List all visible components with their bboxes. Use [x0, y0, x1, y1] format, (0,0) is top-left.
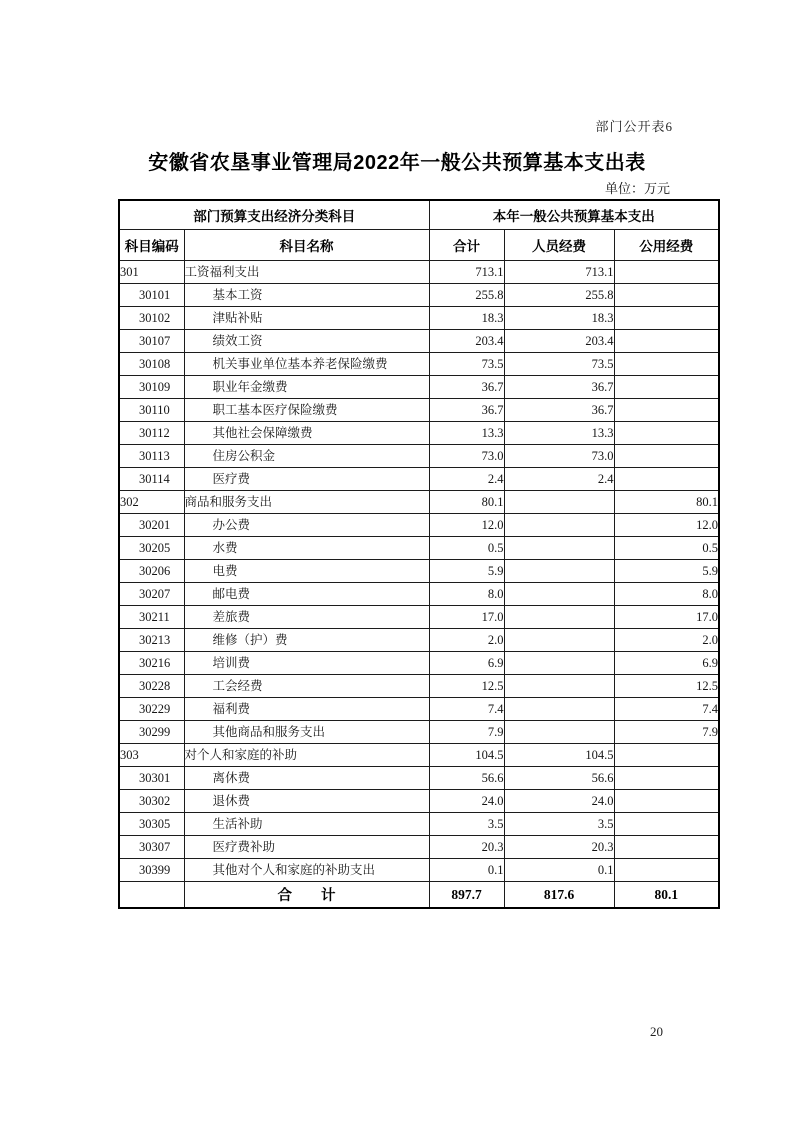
total-row-personnel: 817.6: [504, 882, 614, 909]
row-subject-name: 工会经费: [184, 675, 429, 698]
table-row: [119, 330, 719, 353]
row-personnel: 20.3: [504, 836, 614, 859]
row-subject-name: 福利费: [184, 698, 429, 721]
total-row-empty-code: [119, 882, 184, 909]
row-subject-code: 30299: [119, 721, 184, 744]
row-public: 7.9: [614, 721, 719, 744]
header-group-current-year-budget: 本年一般公共预算基本支出: [429, 200, 719, 230]
budget-table: [118, 199, 720, 909]
row-total: 203.4: [429, 330, 504, 353]
row-subject-code: 30229: [119, 698, 184, 721]
row-total: 20.3: [429, 836, 504, 859]
row-subject-code: 30213: [119, 629, 184, 652]
row-subject-name: 电费: [184, 560, 429, 583]
row-total: 73.0: [429, 445, 504, 468]
col-header-subject-name: 科目名称: [184, 230, 429, 261]
row-subject-code: 301: [119, 261, 184, 284]
table-row: [119, 261, 719, 284]
row-total: 17.0: [429, 606, 504, 629]
table-row: [119, 652, 719, 675]
row-personnel: [504, 606, 614, 629]
row-subject-code: 30399: [119, 859, 184, 882]
table-row: [119, 468, 719, 491]
table-row: [119, 583, 719, 606]
row-public: [614, 445, 719, 468]
col-header-personnel-exp: 人员经费: [504, 230, 614, 261]
total-row: [119, 882, 719, 909]
row-subject-code: 30102: [119, 307, 184, 330]
row-public: 8.0: [614, 583, 719, 606]
table-row: [119, 491, 719, 514]
row-subject-code: 30110: [119, 399, 184, 422]
row-personnel: 13.3: [504, 422, 614, 445]
row-total: 12.0: [429, 514, 504, 537]
page-title: 安徽省农垦事业管理局2022年一般公共预算基本支出表: [148, 152, 646, 174]
table-row: [119, 836, 719, 859]
row-total: 0.5: [429, 537, 504, 560]
table-row: [119, 445, 719, 468]
row-personnel: [504, 698, 614, 721]
header-group-classification: 部门预算支出经济分类科目: [119, 200, 429, 230]
row-subject-name: 绩效工资: [184, 330, 429, 353]
row-public: [614, 330, 719, 353]
row-subject-code: 30201: [119, 514, 184, 537]
row-total: 36.7: [429, 376, 504, 399]
row-total: 104.5: [429, 744, 504, 767]
row-public: [614, 422, 719, 445]
table-row: [119, 606, 719, 629]
table-row: [119, 399, 719, 422]
page-number: 20: [650, 1024, 663, 1039]
row-subject-code: 30301: [119, 767, 184, 790]
table-row: [119, 767, 719, 790]
row-personnel: [504, 675, 614, 698]
row-personnel: [504, 629, 614, 652]
table-row: [119, 698, 719, 721]
table-row: [119, 859, 719, 882]
row-personnel: [504, 537, 614, 560]
table-row: [119, 376, 719, 399]
col-header-subject-code: 科目编码: [119, 230, 184, 261]
row-total: 8.0: [429, 583, 504, 606]
table-row: [119, 422, 719, 445]
table-row: [119, 629, 719, 652]
row-subject-name: 退休费: [184, 790, 429, 813]
row-subject-name: 职业年金缴费: [184, 376, 429, 399]
corner-table-label: 部门公开表6: [595, 119, 673, 134]
row-subject-code: 302: [119, 491, 184, 514]
row-public: 0.5: [614, 537, 719, 560]
row-subject-code: 30107: [119, 330, 184, 353]
row-public: [614, 399, 719, 422]
row-subject-name: 邮电费: [184, 583, 429, 606]
row-personnel: [504, 652, 614, 675]
row-public: 2.0: [614, 629, 719, 652]
row-subject-name: 津贴补贴: [184, 307, 429, 330]
row-subject-name: 培训费: [184, 652, 429, 675]
row-personnel: 73.0: [504, 445, 614, 468]
table-row: [119, 744, 719, 767]
row-personnel: 2.4: [504, 468, 614, 491]
row-total: 6.9: [429, 652, 504, 675]
row-subject-code: 303: [119, 744, 184, 767]
table-row: [119, 813, 719, 836]
row-total: 713.1: [429, 261, 504, 284]
row-total: 255.8: [429, 284, 504, 307]
row-subject-name: 水费: [184, 537, 429, 560]
unit-label: 单位：万元: [604, 181, 670, 196]
row-total: 12.5: [429, 675, 504, 698]
row-public: [614, 376, 719, 399]
row-personnel: 104.5: [504, 744, 614, 767]
row-subject-name: 职工基本医疗保险缴费: [184, 399, 429, 422]
row-public: [614, 307, 719, 330]
total-row-sum: 897.7: [429, 882, 504, 909]
row-subject-name: 基本工资: [184, 284, 429, 307]
row-public: 80.1: [614, 491, 719, 514]
row-personnel: 203.4: [504, 330, 614, 353]
row-total: 18.3: [429, 307, 504, 330]
row-public: 17.0: [614, 606, 719, 629]
row-personnel: [504, 560, 614, 583]
row-subject-name: 其他商品和服务支出: [184, 721, 429, 744]
row-public: [614, 284, 719, 307]
row-personnel: [504, 514, 614, 537]
row-total: 2.0: [429, 629, 504, 652]
row-subject-code: 30307: [119, 836, 184, 859]
row-total: 2.4: [429, 468, 504, 491]
row-total: 13.3: [429, 422, 504, 445]
col-header-total: 合计: [429, 230, 504, 261]
row-subject-name: 医疗费: [184, 468, 429, 491]
row-personnel: 713.1: [504, 261, 614, 284]
row-public: [614, 859, 719, 882]
row-total: 0.1: [429, 859, 504, 882]
row-personnel: [504, 721, 614, 744]
table-row: [119, 284, 719, 307]
row-personnel: 56.6: [504, 767, 614, 790]
row-total: 3.5: [429, 813, 504, 836]
row-total: 5.9: [429, 560, 504, 583]
row-public: [614, 353, 719, 376]
row-subject-name: 其他对个人和家庭的补助支出: [184, 859, 429, 882]
row-subject-code: 30108: [119, 353, 184, 376]
row-personnel: 73.5: [504, 353, 614, 376]
row-personnel: 36.7: [504, 376, 614, 399]
row-personnel: 3.5: [504, 813, 614, 836]
row-personnel: [504, 491, 614, 514]
row-public: [614, 836, 719, 859]
row-public: 7.4: [614, 698, 719, 721]
row-subject-name: 生活补助: [184, 813, 429, 836]
row-subject-name: 离休费: [184, 767, 429, 790]
total-row-label: 合 计: [184, 882, 429, 909]
table-row: [119, 675, 719, 698]
row-subject-code: 30302: [119, 790, 184, 813]
row-public: [614, 813, 719, 836]
row-subject-code: 30113: [119, 445, 184, 468]
table-row: [119, 537, 719, 560]
row-subject-name: 维修（护）费: [184, 629, 429, 652]
row-personnel: 0.1: [504, 859, 614, 882]
row-subject-name: 对个人和家庭的补助: [184, 744, 429, 767]
row-public: [614, 767, 719, 790]
table-row: [119, 514, 719, 537]
row-personnel: 36.7: [504, 399, 614, 422]
row-subject-code: 30206: [119, 560, 184, 583]
row-public: [614, 468, 719, 491]
row-personnel: 24.0: [504, 790, 614, 813]
row-public: 12.5: [614, 675, 719, 698]
row-personnel: [504, 583, 614, 606]
row-personnel: 18.3: [504, 307, 614, 330]
row-subject-code: 30101: [119, 284, 184, 307]
row-subject-code: 30109: [119, 376, 184, 399]
row-total: 56.6: [429, 767, 504, 790]
row-total: 7.9: [429, 721, 504, 744]
row-public: [614, 790, 719, 813]
row-subject-code: 30211: [119, 606, 184, 629]
col-header-public-exp: 公用经费: [614, 230, 719, 261]
row-subject-name: 工资福利支出: [184, 261, 429, 284]
table-row: [119, 307, 719, 330]
row-subject-code: 30216: [119, 652, 184, 675]
row-public: 6.9: [614, 652, 719, 675]
row-public: [614, 261, 719, 284]
row-public: 12.0: [614, 514, 719, 537]
table-row: [119, 790, 719, 813]
row-subject-name: 住房公积金: [184, 445, 429, 468]
row-total: 7.4: [429, 698, 504, 721]
row-subject-code: 30207: [119, 583, 184, 606]
row-total: 36.7: [429, 399, 504, 422]
column-header-row: [119, 230, 719, 261]
row-subject-name: 其他社会保障缴费: [184, 422, 429, 445]
row-subject-name: 医疗费补助: [184, 836, 429, 859]
table-row: [119, 721, 719, 744]
row-subject-code: 30305: [119, 813, 184, 836]
row-total: 24.0: [429, 790, 504, 813]
header-group-row: [119, 200, 719, 230]
row-subject-name: 机关事业单位基本养老保险缴费: [184, 353, 429, 376]
row-total: 73.5: [429, 353, 504, 376]
row-subject-name: 办公费: [184, 514, 429, 537]
total-row-public: 80.1: [614, 882, 719, 909]
row-subject-code: 30112: [119, 422, 184, 445]
row-subject-name: 差旅费: [184, 606, 429, 629]
row-total: 80.1: [429, 491, 504, 514]
row-subject-name: 商品和服务支出: [184, 491, 429, 514]
row-subject-code: 30114: [119, 468, 184, 491]
table-row: [119, 560, 719, 583]
row-personnel: 255.8: [504, 284, 614, 307]
table-row: [119, 353, 719, 376]
row-subject-code: 30228: [119, 675, 184, 698]
row-subject-code: 30205: [119, 537, 184, 560]
row-public: [614, 744, 719, 767]
row-public: 5.9: [614, 560, 719, 583]
